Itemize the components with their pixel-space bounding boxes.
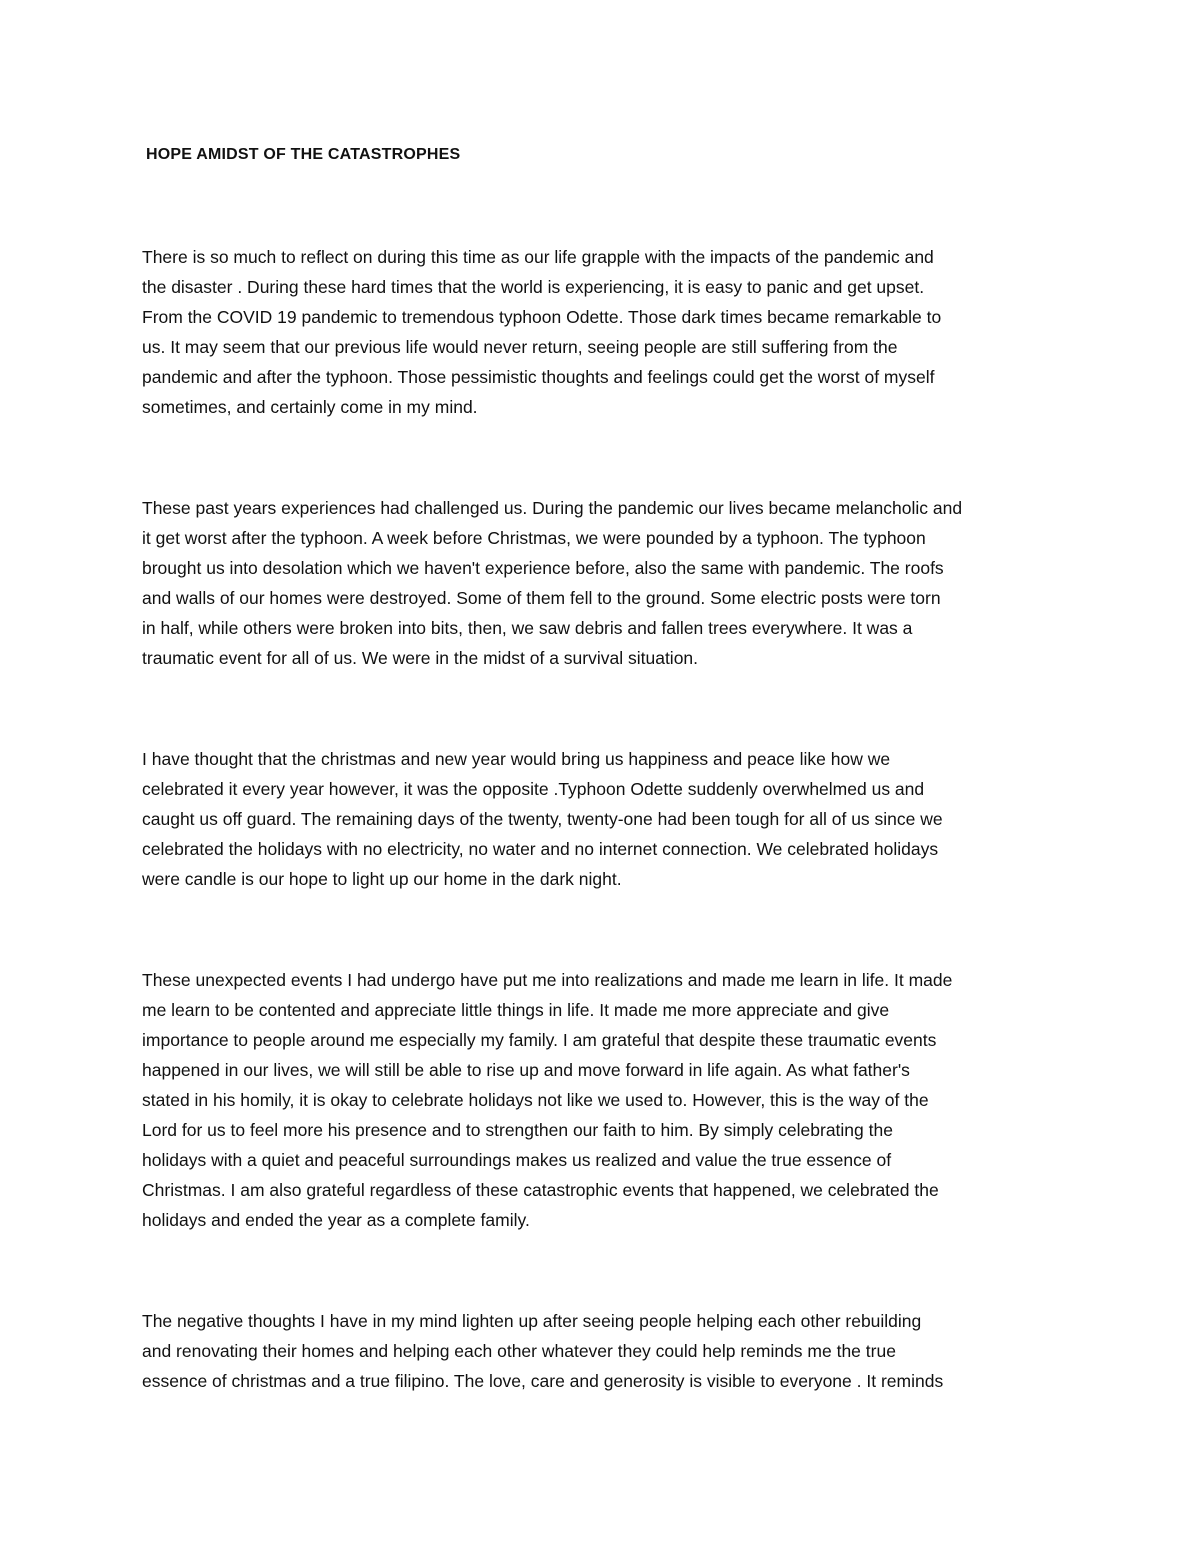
text-line: traumatic event for all of us. We were in the midst of a survival situation. (142, 648, 699, 668)
text-line: These unexpected events I had undergo have put me into realizations and made me learn in life. It made (142, 970, 953, 990)
text-line: sometimes, and certainly come in my mind. (142, 397, 478, 417)
text-line: holidays with a quiet and peaceful surroundings makes us realized and value the true essence of (142, 1150, 892, 1170)
text-line: stated in his homily, it is okay to celebrate holidays not like we used to. However, this is the way of the (142, 1090, 929, 1110)
text-line: The negative thoughts I have in my mind lighten up after seeing people helping each other rebuilding (142, 1311, 922, 1331)
text-line: us. It may seem that our previous life would never return, seeing people are still suffering from the (142, 337, 898, 357)
text-line: Lord for us to feel more his presence and to strengthen our faith to him. By simply celebrating the (142, 1120, 893, 1140)
paragraph-1 (142, 242, 1062, 422)
text-line: were candle is our hope to light up our home in the dark night. (142, 869, 622, 889)
text-line: caught us off guard. The remaining days of the twenty, twenty-one had been tough for all of us since we (142, 809, 943, 829)
text-line: pandemic and after the typhoon. Those pessimistic thoughts and feelings could get the worst of myself (142, 367, 935, 387)
text-line: These past years experiences had challenged us. During the pandemic our lives became melancholic and (142, 498, 963, 518)
paragraph-3 (142, 744, 1062, 894)
text-line: and renovating their homes and helping each other whatever they could help reminds me the true (142, 1341, 896, 1361)
text-line: Christmas. I am also grateful regardless of these catastrophic events that happened, we celebrated the (142, 1180, 939, 1200)
text-line: I have thought that the christmas and new year would bring us happiness and peace like how we (142, 749, 891, 769)
paragraph-5 (142, 1306, 1062, 1396)
text-line: importance to people around me especially my family. I am grateful that despite these traumatic events (142, 1030, 937, 1050)
text-line: it get worst after the typhoon. A week before Christmas, we were pounded by a typhoon. The typhoon (142, 528, 926, 548)
text-line: celebrated it every year however, it was the opposite .Typhoon Odette suddenly overwhelmed us and (142, 779, 925, 799)
text-line: and walls of our homes were destroyed. Some of them fell to the ground. Some electric posts were torn (142, 588, 941, 608)
text-line: There is so much to reflect on during this time as our life grapple with the impacts of the pandemic and (142, 247, 934, 267)
text-line: celebrated the holidays with no electricity, no water and no internet connection. We celebrated holidays (142, 839, 939, 859)
text-line: in half, while others were broken into bits, then, we saw debris and fallen trees everywhere. It was a (142, 618, 913, 638)
text-line: holidays and ended the year as a complete family. (142, 1210, 530, 1230)
text-line: happened in our lives, we will still be able to rise up and move forward in life again. As what father's (142, 1060, 910, 1080)
text-line: the disaster . During these hard times that the world is experiencing, it is easy to panic and get upset. (142, 277, 925, 297)
paragraph-2 (142, 493, 1062, 673)
text-line: me learn to be contented and appreciate little things in life. It made me more appreciate and give (142, 1000, 890, 1020)
text-line: brought us into desolation which we haven't experience before, also the same with pandemic. The roofs (142, 558, 944, 578)
document-title: HOPE AMIDST OF THE CATASTROPHES (146, 146, 461, 163)
text-line: From the COVID 19 pandemic to tremendous typhoon Odette. Those dark times became remarkable to (142, 307, 942, 327)
text-line: essence of christmas and a true filipino. The love, care and generosity is visible to everyone . It reminds (142, 1371, 944, 1391)
paragraph-4 (142, 965, 1062, 1235)
